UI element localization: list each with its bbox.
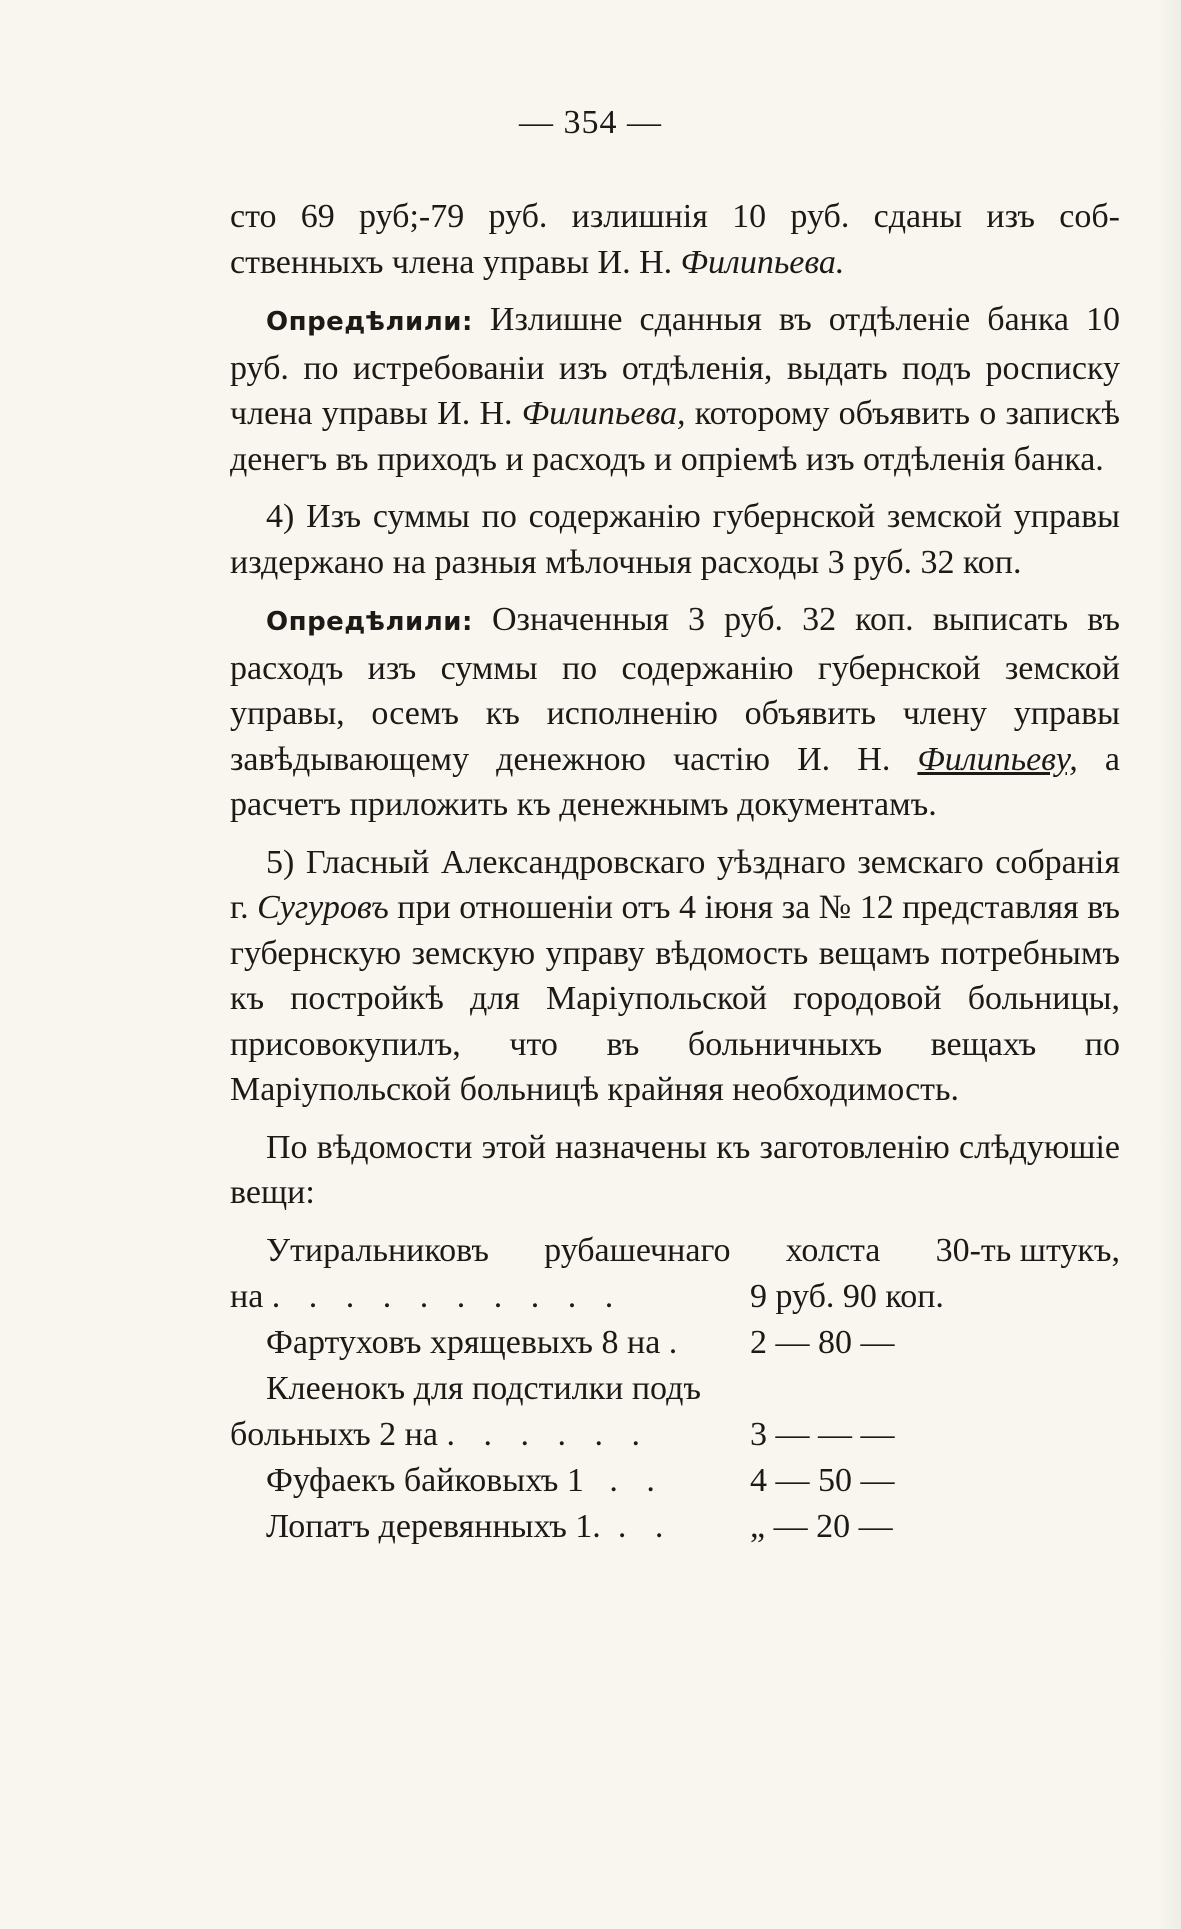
- item-3-row: [230, 1412, 1120, 1458]
- item-1-dots: . . . . . . . . . .: [271, 1277, 624, 1315]
- page-body: [230, 194, 1120, 1550]
- item-3-price: 3 — — —: [750, 1415, 895, 1453]
- paragraph-6: [230, 1125, 1120, 1216]
- item-5-name: [230, 1504, 750, 1550]
- item-5-dots: . .: [617, 1507, 674, 1545]
- page-number: — 354 —: [519, 104, 662, 141]
- item-2-price: 2 — 80 —: [750, 1323, 895, 1361]
- paragraph-5-text-b: при отношеніи отъ 4 іюня за № 12 представляя въ губернскую земскую управу вѣдомость вещамъ потребнымъ къ постройкѣ для Маріупольской городовой больницы, присовокупилъ, что въ больничныхъ вещахъ по Маріупольской больницѣ крайняя необходимость.: [230, 889, 1120, 1108]
- paragraph-2-name: Филипьева,: [521, 395, 686, 432]
- paragraph-3-text: 4) Изъ суммы по содержанію губернской земской управы издержано на разныя мѣлочныя расходы 3 руб. 32 коп.: [230, 498, 1120, 581]
- item-1-label: на: [230, 1277, 264, 1315]
- paragraph-1-name: Филипьева.: [680, 243, 845, 281]
- paragraph-6-text: По вѣдомости этой назначены къ заготовленію слѣдуюшіе вещи:: [230, 1128, 1120, 1211]
- resolution-label: Опредѣлили:: [266, 607, 473, 637]
- paragraph-2-text-b: которому объявить о запискѣ денегъ въ приходъ и расходъ и опріемѣ изъ отдѣленія банка.: [230, 395, 1120, 478]
- item-3-line-1: Клеенокъ для подстилки подъ: [266, 1369, 701, 1407]
- item-5-price: „ — 20 —: [750, 1507, 893, 1545]
- paragraph-2-text-a: Излишне сданныя въ отдѣленіе банка 10 руб. по истребованіи изъ отдѣленія, выдать подъ роспиcку члена управы И. Н.: [230, 301, 1120, 432]
- paragraph-2: [230, 297, 1120, 482]
- paragraph-4-name: Филипьеву,: [917, 740, 1078, 778]
- paragraph-4-text-a: Означенныя 3 руб. 32 коп. выписать въ расходъ изъ суммы по содержанію губернской земской управы, осемъ къ исполненію объявить члену управы завѣдывающему денежною частію И. Н.: [230, 601, 1120, 778]
- items-list: [230, 1228, 1120, 1550]
- paragraph-3: [230, 494, 1120, 585]
- paragraph-4-text-b: а расчетъ приложить къ денежнымъ документамъ.: [230, 740, 1121, 823]
- item-1-word-b: рубашечнаго: [544, 1231, 731, 1269]
- item-3-label: больныхъ 2 на: [230, 1415, 438, 1453]
- item-1-line-1: [230, 1228, 1120, 1274]
- item-2-row: [230, 1320, 1120, 1366]
- item-1-word-c: холста: [785, 1231, 881, 1269]
- page-edge-shadow: [1157, 0, 1181, 1929]
- resolution-label: Опредѣлили:: [266, 307, 473, 337]
- item-1-word-d: 30-ть штукъ,: [935, 1231, 1120, 1269]
- paragraph-1: [230, 194, 1120, 285]
- item-4-label: Фуфаекъ байковыхъ 1: [266, 1461, 584, 1499]
- item-3-dots: . . . . . .: [446, 1415, 650, 1453]
- item-3-name: [230, 1412, 750, 1458]
- item-2-name: Фартуховъ хрящевыхъ 8 на .: [266, 1323, 678, 1361]
- item-5-label: Лопатъ деревянныхъ 1.: [266, 1507, 601, 1545]
- item-4-dots: . .: [609, 1461, 665, 1499]
- paragraph-1-line-2: ственныхъ члена управы И. Н.: [230, 243, 681, 281]
- item-1-word-a: Утиральниковъ: [266, 1231, 489, 1269]
- paragraph-4: [230, 597, 1120, 828]
- item-4-row: [230, 1458, 1120, 1504]
- item-4-price: 4 — 50 —: [750, 1461, 895, 1499]
- item-1-name: [230, 1274, 750, 1320]
- paragraph-5-text-a: 5) Гласный Александровскаго уѣзднаго земскаго собранія г.: [230, 843, 1120, 926]
- paragraph-1-line-1: сто 69 руб;-79 руб. излишнія 10 руб. сданы изъ соб-: [230, 198, 1120, 235]
- item-1-row: [230, 1274, 1120, 1320]
- item-5-row: [230, 1504, 1120, 1550]
- item-4-name: [230, 1458, 750, 1504]
- paragraph-5-name: Сугуровъ: [257, 889, 389, 926]
- paragraph-5: [230, 840, 1120, 1113]
- item-1-price: 9 руб. 90 коп.: [750, 1277, 944, 1315]
